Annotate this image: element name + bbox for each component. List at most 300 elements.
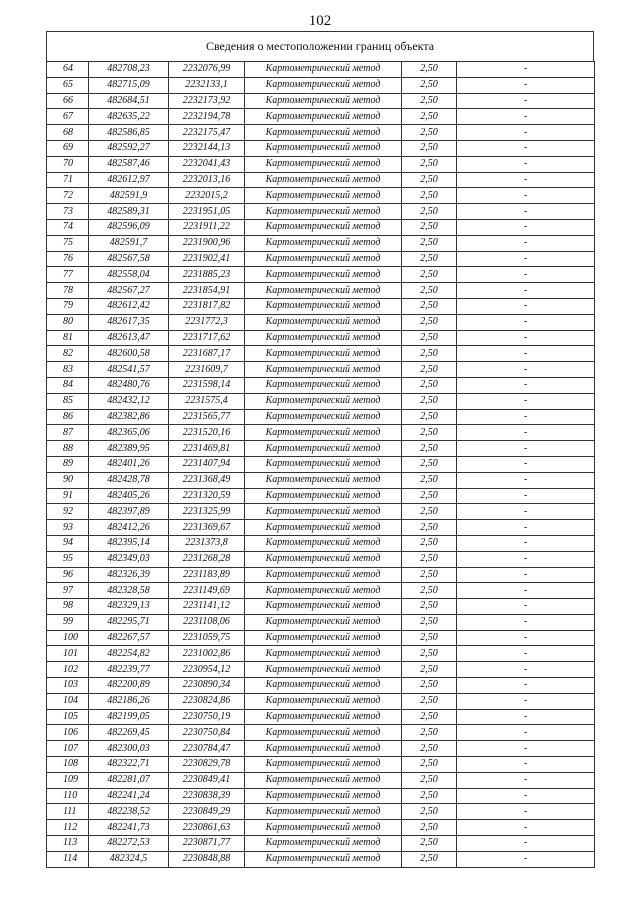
x-coordinate-cell: 482241,24 [89, 788, 169, 804]
point-number-cell: 64 [47, 62, 89, 78]
accuracy-cell: 2,50 [402, 662, 457, 678]
table-row [47, 567, 595, 583]
table-row [47, 188, 595, 204]
x-coordinate-cell: 482281,07 [89, 772, 169, 788]
point-number-cell: 66 [47, 93, 89, 109]
table-row [47, 172, 595, 188]
table-row [47, 599, 595, 615]
y-coordinate-cell: 2230861,63 [169, 820, 245, 836]
accuracy-cell: 2,50 [402, 614, 457, 630]
accuracy-cell: 2,50 [402, 725, 457, 741]
point-number-cell: 84 [47, 377, 89, 393]
accuracy-cell: 2,50 [402, 678, 457, 694]
description-cell: - [457, 362, 595, 378]
accuracy-cell: 2,50 [402, 788, 457, 804]
accuracy-cell: 2,50 [402, 93, 457, 109]
table-row [47, 93, 595, 109]
accuracy-cell: 2,50 [402, 362, 457, 378]
method-cell: Картометрический метод [245, 77, 402, 93]
x-coordinate-cell: 482596,09 [89, 219, 169, 235]
x-coordinate-cell: 482241,73 [89, 820, 169, 836]
y-coordinate-cell: 2231369,67 [169, 520, 245, 536]
method-cell: Картометрический метод [245, 362, 402, 378]
table-row [47, 125, 595, 141]
table-title: Сведения о местоположении границ объекта [46, 31, 594, 61]
x-coordinate-cell: 482412,26 [89, 520, 169, 536]
accuracy-cell: 2,50 [402, 156, 457, 172]
x-coordinate-cell: 482586,85 [89, 125, 169, 141]
table-row [47, 614, 595, 630]
point-number-cell: 107 [47, 741, 89, 757]
y-coordinate-cell: 2231817,82 [169, 298, 245, 314]
description-cell: - [457, 741, 595, 757]
description-cell: - [457, 614, 595, 630]
description-cell: - [457, 235, 595, 251]
x-coordinate-cell: 482567,27 [89, 283, 169, 299]
y-coordinate-cell: 2231520,16 [169, 425, 245, 441]
point-number-cell: 79 [47, 298, 89, 314]
method-cell: Картометрический метод [245, 125, 402, 141]
point-number-cell: 108 [47, 757, 89, 773]
table-row [47, 472, 595, 488]
y-coordinate-cell: 2232133,1 [169, 77, 245, 93]
table-row [47, 741, 595, 757]
point-number-cell: 85 [47, 393, 89, 409]
method-cell: Картометрический метод [245, 188, 402, 204]
table-row [47, 836, 595, 852]
point-number-cell: 102 [47, 662, 89, 678]
table-row [47, 140, 595, 156]
method-cell: Картометрический метод [245, 725, 402, 741]
description-cell: - [457, 551, 595, 567]
method-cell: Картометрический метод [245, 204, 402, 220]
accuracy-cell: 2,50 [402, 567, 457, 583]
point-number-cell: 110 [47, 788, 89, 804]
x-coordinate-cell: 482592,27 [89, 140, 169, 156]
description-cell: - [457, 599, 595, 615]
table-row [47, 725, 595, 741]
y-coordinate-cell: 2231609,7 [169, 362, 245, 378]
method-cell: Картометрический метод [245, 646, 402, 662]
table-row [47, 456, 595, 472]
accuracy-cell: 2,50 [402, 583, 457, 599]
description-cell: - [457, 77, 595, 93]
description-cell: - [457, 425, 595, 441]
y-coordinate-cell: 2232013,16 [169, 172, 245, 188]
table-row [47, 156, 595, 172]
y-coordinate-cell: 2232015,2 [169, 188, 245, 204]
x-coordinate-cell: 482329,13 [89, 599, 169, 615]
description-cell: - [457, 851, 595, 867]
method-cell: Картометрический метод [245, 693, 402, 709]
x-coordinate-cell: 482613,47 [89, 330, 169, 346]
x-coordinate-cell: 482254,82 [89, 646, 169, 662]
accuracy-cell: 2,50 [402, 393, 457, 409]
point-number-cell: 76 [47, 251, 89, 267]
accuracy-cell: 2,50 [402, 219, 457, 235]
method-cell: Картометрический метод [245, 804, 402, 820]
point-number-cell: 100 [47, 630, 89, 646]
method-cell: Картометрический метод [245, 93, 402, 109]
description-cell: - [457, 314, 595, 330]
method-cell: Картометрический метод [245, 409, 402, 425]
method-cell: Картометрический метод [245, 441, 402, 457]
point-number-cell: 65 [47, 77, 89, 93]
point-number-cell: 82 [47, 346, 89, 362]
x-coordinate-cell: 482267,57 [89, 630, 169, 646]
table-row [47, 219, 595, 235]
table-row [47, 330, 595, 346]
point-number-cell: 86 [47, 409, 89, 425]
x-coordinate-cell: 482200,89 [89, 678, 169, 694]
x-coordinate-cell: 482328,58 [89, 583, 169, 599]
description-cell: - [457, 346, 595, 362]
x-coordinate-cell: 482389,95 [89, 441, 169, 457]
point-number-cell: 93 [47, 520, 89, 536]
y-coordinate-cell: 2232144,13 [169, 140, 245, 156]
point-number-cell: 105 [47, 709, 89, 725]
method-cell: Картометрический метод [245, 504, 402, 520]
y-coordinate-cell: 2231885,23 [169, 267, 245, 283]
description-cell: - [457, 377, 595, 393]
y-coordinate-cell: 2232194,78 [169, 109, 245, 125]
description-cell: - [457, 140, 595, 156]
point-number-cell: 95 [47, 551, 89, 567]
method-cell: Картометрический метод [245, 551, 402, 567]
method-cell: Картометрический метод [245, 662, 402, 678]
description-cell: - [457, 504, 595, 520]
point-number-cell: 87 [47, 425, 89, 441]
point-number-cell: 70 [47, 156, 89, 172]
accuracy-cell: 2,50 [402, 172, 457, 188]
accuracy-cell: 2,50 [402, 535, 457, 551]
accuracy-cell: 2,50 [402, 504, 457, 520]
y-coordinate-cell: 2231059,75 [169, 630, 245, 646]
x-coordinate-cell: 482269,45 [89, 725, 169, 741]
accuracy-cell: 2,50 [402, 741, 457, 757]
description-cell: - [457, 283, 595, 299]
y-coordinate-cell: 2231368,49 [169, 472, 245, 488]
x-coordinate-cell: 482684,51 [89, 93, 169, 109]
method-cell: Картометрический метод [245, 614, 402, 630]
accuracy-cell: 2,50 [402, 235, 457, 251]
method-cell: Картометрический метод [245, 283, 402, 299]
description-cell: - [457, 125, 595, 141]
y-coordinate-cell: 2231183,89 [169, 567, 245, 583]
y-coordinate-cell: 2231407,94 [169, 456, 245, 472]
x-coordinate-cell: 482239,77 [89, 662, 169, 678]
method-cell: Картометрический метод [245, 425, 402, 441]
method-cell: Картометрический метод [245, 472, 402, 488]
point-number-cell: 77 [47, 267, 89, 283]
y-coordinate-cell: 2230848,88 [169, 851, 245, 867]
accuracy-cell: 2,50 [402, 346, 457, 362]
x-coordinate-cell: 482541,57 [89, 362, 169, 378]
table-row [47, 267, 595, 283]
table-row [47, 820, 595, 836]
table-row [47, 678, 595, 694]
y-coordinate-cell: 2230824,86 [169, 693, 245, 709]
method-cell: Картометрический метод [245, 235, 402, 251]
y-coordinate-cell: 2231565,77 [169, 409, 245, 425]
description-cell: - [457, 709, 595, 725]
table-row [47, 709, 595, 725]
method-cell: Картометрический метод [245, 535, 402, 551]
x-coordinate-cell: 482589,31 [89, 204, 169, 220]
method-cell: Картометрический метод [245, 62, 402, 78]
description-cell: - [457, 219, 595, 235]
method-cell: Картометрический метод [245, 709, 402, 725]
table-row [47, 393, 595, 409]
method-cell: Картометрический метод [245, 251, 402, 267]
table-row [47, 77, 595, 93]
accuracy-cell: 2,50 [402, 693, 457, 709]
description-cell: - [457, 804, 595, 820]
x-coordinate-cell: 482591,9 [89, 188, 169, 204]
description-cell: - [457, 662, 595, 678]
y-coordinate-cell: 2232175,47 [169, 125, 245, 141]
accuracy-cell: 2,50 [402, 441, 457, 457]
point-number-cell: 112 [47, 820, 89, 836]
accuracy-cell: 2,50 [402, 283, 457, 299]
table-row [47, 757, 595, 773]
y-coordinate-cell: 2231772,3 [169, 314, 245, 330]
x-coordinate-cell: 482708,23 [89, 62, 169, 78]
point-number-cell: 91 [47, 488, 89, 504]
point-number-cell: 83 [47, 362, 89, 378]
method-cell: Картометрический метод [245, 583, 402, 599]
point-number-cell: 89 [47, 456, 89, 472]
x-coordinate-cell: 482295,71 [89, 614, 169, 630]
method-cell: Картометрический метод [245, 456, 402, 472]
method-cell: Картометрический метод [245, 314, 402, 330]
table-row [47, 235, 595, 251]
accuracy-cell: 2,50 [402, 709, 457, 725]
point-number-cell: 78 [47, 283, 89, 299]
method-cell: Картометрический метод [245, 330, 402, 346]
point-number-cell: 75 [47, 235, 89, 251]
description-cell: - [457, 567, 595, 583]
x-coordinate-cell: 482186,26 [89, 693, 169, 709]
y-coordinate-cell: 2231598,14 [169, 377, 245, 393]
point-number-cell: 104 [47, 693, 89, 709]
x-coordinate-cell: 482326,39 [89, 567, 169, 583]
method-cell: Картометрический метод [245, 788, 402, 804]
point-number-cell: 71 [47, 172, 89, 188]
method-cell: Картометрический метод [245, 140, 402, 156]
coordinates-sheet [46, 31, 594, 868]
point-number-cell: 103 [47, 678, 89, 694]
y-coordinate-cell: 2231141,12 [169, 599, 245, 615]
table-row [47, 535, 595, 551]
description-cell: - [457, 757, 595, 773]
table-row [47, 488, 595, 504]
point-number-cell: 114 [47, 851, 89, 867]
point-number-cell: 68 [47, 125, 89, 141]
x-coordinate-cell: 482600,58 [89, 346, 169, 362]
method-cell: Картометрический метод [245, 488, 402, 504]
y-coordinate-cell: 2231325,99 [169, 504, 245, 520]
y-coordinate-cell: 2230829,78 [169, 757, 245, 773]
description-cell: - [457, 472, 595, 488]
description-cell: - [457, 204, 595, 220]
table-row [47, 409, 595, 425]
x-coordinate-cell: 482558,04 [89, 267, 169, 283]
point-number-cell: 98 [47, 599, 89, 615]
description-cell: - [457, 630, 595, 646]
description-cell: - [457, 409, 595, 425]
y-coordinate-cell: 2230784,47 [169, 741, 245, 757]
description-cell: - [457, 646, 595, 662]
table-row [47, 583, 595, 599]
accuracy-cell: 2,50 [402, 188, 457, 204]
accuracy-cell: 2,50 [402, 109, 457, 125]
accuracy-cell: 2,50 [402, 330, 457, 346]
point-number-cell: 81 [47, 330, 89, 346]
table-row [47, 504, 595, 520]
y-coordinate-cell: 2231854,91 [169, 283, 245, 299]
description-cell: - [457, 725, 595, 741]
y-coordinate-cell: 2231320,59 [169, 488, 245, 504]
table-row [47, 362, 595, 378]
accuracy-cell: 2,50 [402, 314, 457, 330]
y-coordinate-cell: 2231687,17 [169, 346, 245, 362]
method-cell: Картометрический метод [245, 520, 402, 536]
y-coordinate-cell: 2231717,62 [169, 330, 245, 346]
description-cell: - [457, 156, 595, 172]
accuracy-cell: 2,50 [402, 409, 457, 425]
x-coordinate-cell: 482432,12 [89, 393, 169, 409]
x-coordinate-cell: 482199,05 [89, 709, 169, 725]
table-row [47, 425, 595, 441]
description-cell: - [457, 583, 595, 599]
x-coordinate-cell: 482480,76 [89, 377, 169, 393]
x-coordinate-cell: 482349,03 [89, 551, 169, 567]
method-cell: Картометрический метод [245, 267, 402, 283]
method-cell: Картометрический метод [245, 156, 402, 172]
x-coordinate-cell: 482612,97 [89, 172, 169, 188]
table-row [47, 346, 595, 362]
y-coordinate-cell: 2230750,84 [169, 725, 245, 741]
accuracy-cell: 2,50 [402, 836, 457, 852]
x-coordinate-cell: 482567,58 [89, 251, 169, 267]
description-cell: - [457, 251, 595, 267]
x-coordinate-cell: 482272,53 [89, 836, 169, 852]
method-cell: Картометрический метод [245, 172, 402, 188]
x-coordinate-cell: 482617,35 [89, 314, 169, 330]
method-cell: Картометрический метод [245, 109, 402, 125]
method-cell: Картометрический метод [245, 298, 402, 314]
coordinates-table [46, 61, 595, 868]
y-coordinate-cell: 2231002,86 [169, 646, 245, 662]
point-number-cell: 88 [47, 441, 89, 457]
description-cell: - [457, 456, 595, 472]
accuracy-cell: 2,50 [402, 630, 457, 646]
point-number-cell: 111 [47, 804, 89, 820]
accuracy-cell: 2,50 [402, 204, 457, 220]
point-number-cell: 97 [47, 583, 89, 599]
accuracy-cell: 2,50 [402, 377, 457, 393]
table-row [47, 298, 595, 314]
point-number-cell: 80 [47, 314, 89, 330]
table-row [47, 662, 595, 678]
point-number-cell: 96 [47, 567, 89, 583]
table-row [47, 204, 595, 220]
x-coordinate-cell: 482591,7 [89, 235, 169, 251]
point-number-cell: 113 [47, 836, 89, 852]
description-cell: - [457, 62, 595, 78]
method-cell: Картометрический метод [245, 678, 402, 694]
table-row [47, 693, 595, 709]
y-coordinate-cell: 2232076,99 [169, 62, 245, 78]
y-coordinate-cell: 2230954,12 [169, 662, 245, 678]
table-row [47, 630, 595, 646]
accuracy-cell: 2,50 [402, 267, 457, 283]
accuracy-cell: 2,50 [402, 140, 457, 156]
method-cell: Картометрический метод [245, 346, 402, 362]
y-coordinate-cell: 2231268,28 [169, 551, 245, 567]
x-coordinate-cell: 482238,52 [89, 804, 169, 820]
method-cell: Картометрический метод [245, 393, 402, 409]
x-coordinate-cell: 482612,42 [89, 298, 169, 314]
method-cell: Картометрический метод [245, 757, 402, 773]
method-cell: Картометрический метод [245, 599, 402, 615]
description-cell: - [457, 109, 595, 125]
accuracy-cell: 2,50 [402, 488, 457, 504]
y-coordinate-cell: 2232173,92 [169, 93, 245, 109]
description-cell: - [457, 188, 595, 204]
x-coordinate-cell: 482365,06 [89, 425, 169, 441]
description-cell: - [457, 298, 595, 314]
point-number-cell: 74 [47, 219, 89, 235]
x-coordinate-cell: 482382,86 [89, 409, 169, 425]
point-number-cell: 67 [47, 109, 89, 125]
x-coordinate-cell: 482397,89 [89, 504, 169, 520]
y-coordinate-cell: 2231469,81 [169, 441, 245, 457]
method-cell: Картометрический метод [245, 630, 402, 646]
x-coordinate-cell: 482715,09 [89, 77, 169, 93]
accuracy-cell: 2,50 [402, 251, 457, 267]
point-number-cell: 106 [47, 725, 89, 741]
x-coordinate-cell: 482322,71 [89, 757, 169, 773]
y-coordinate-cell: 2231911,22 [169, 219, 245, 235]
x-coordinate-cell: 482635,22 [89, 109, 169, 125]
x-coordinate-cell: 482405,26 [89, 488, 169, 504]
y-coordinate-cell: 2230849,29 [169, 804, 245, 820]
point-number-cell: 101 [47, 646, 89, 662]
description-cell: - [457, 520, 595, 536]
accuracy-cell: 2,50 [402, 599, 457, 615]
table-row [47, 551, 595, 567]
description-cell: - [457, 267, 595, 283]
x-coordinate-cell: 482587,46 [89, 156, 169, 172]
description-cell: - [457, 330, 595, 346]
point-number-cell: 92 [47, 504, 89, 520]
accuracy-cell: 2,50 [402, 456, 457, 472]
accuracy-cell: 2,50 [402, 62, 457, 78]
description-cell: - [457, 441, 595, 457]
y-coordinate-cell: 2231902,41 [169, 251, 245, 267]
table-row [47, 772, 595, 788]
x-coordinate-cell: 482324,5 [89, 851, 169, 867]
point-number-cell: 109 [47, 772, 89, 788]
y-coordinate-cell: 2230871,77 [169, 836, 245, 852]
method-cell: Картометрический метод [245, 851, 402, 867]
method-cell: Картометрический метод [245, 820, 402, 836]
point-number-cell: 90 [47, 472, 89, 488]
accuracy-cell: 2,50 [402, 757, 457, 773]
y-coordinate-cell: 2231373,8 [169, 535, 245, 551]
